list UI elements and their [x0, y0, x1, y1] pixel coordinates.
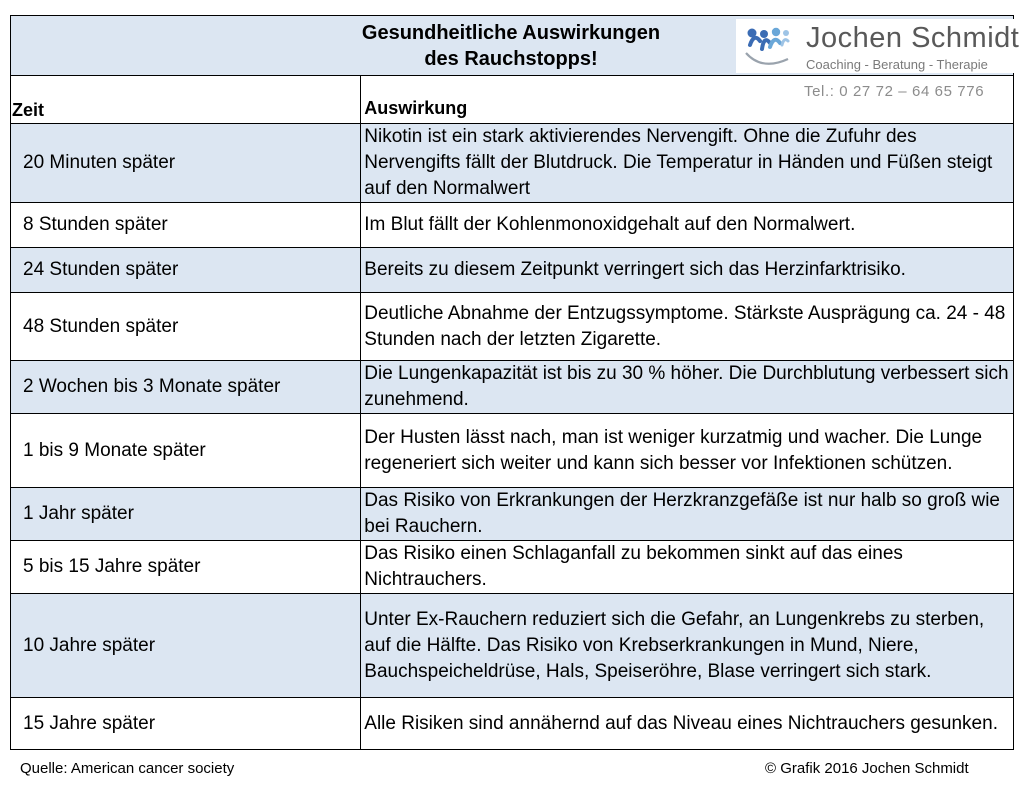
column-header-effect: Auswirkung [361, 76, 1014, 124]
time-cell: 10 Jahre später [11, 594, 361, 698]
table-row [11, 594, 1014, 698]
time-cell: 5 bis 15 Jahre später [11, 541, 361, 594]
effects-table-body [11, 76, 1014, 750]
title-line-2: des Rauchstopps! [424, 48, 598, 70]
time-cell: 2 Wochen bis 3 Monate später [11, 361, 361, 414]
effect-cell: Das Risiko von Erkrankungen der Herzkranzgefäße ist nur halb so groß wie bei Rauchern. [361, 488, 1014, 541]
time-cell: 48 Stunden später [11, 293, 361, 361]
column-header-time: Zeit [11, 76, 361, 124]
effect-cell: Deutliche Abnahme der Entzugssymptome. Stärkste Ausprägung ca. 24 - 48 Stunden nach der letzten Zigarette. [361, 293, 1014, 361]
time-cell: 24 Stunden später [11, 248, 361, 293]
effect-cell: Im Blut fällt der Kohlenmonoxidgehalt auf den Normalwert. [361, 203, 1014, 248]
table-row [11, 698, 1014, 750]
title-line-1: Gesundheitliche Auswirkungen [361, 22, 661, 44]
time-cell: 8 Stunden später [11, 203, 361, 248]
table-row [11, 124, 1014, 203]
logo-tagline: Coaching - Beratung - Therapie [806, 57, 988, 72]
table-row [11, 541, 1014, 594]
time-cell: 15 Jahre später [11, 698, 361, 750]
effect-cell: Nikotin ist ein stark aktivierendes Nervengift. Ohne die Zufuhr des Nervengifts fällt der Blutdruck. Die Temperatur in Händen und Füßen steigt auf den Normalwert [361, 124, 1014, 203]
time-cell: 1 Jahr später [11, 488, 361, 541]
table-row [11, 361, 1014, 414]
effect-cell: Unter Ex-Rauchern reduziert sich die Gefahr, an Lungenkrebs zu sterben, auf die Hälfte. Das Risiko von Krebserkrankungen in Mund, Niere, Bauchspeicheldrüse, Hals, Speiseröhre, Blase verringert sich stark. [361, 594, 1014, 698]
phone-number: Tel.: 0 27 72 – 64 65 776 [804, 83, 985, 100]
page-title [276, 20, 746, 72]
copyright-note: © Grafik 2016 Jochen Schmidt [765, 760, 969, 777]
table-row [11, 203, 1014, 248]
time-cell: 1 bis 9 Monate später [11, 414, 361, 488]
effects-table [10, 75, 1014, 750]
table-row [11, 488, 1014, 541]
people-logo-icon [740, 23, 800, 69]
header-banner [10, 15, 1020, 76]
time-cell: 20 Minuten später [11, 124, 361, 203]
effect-cell: Bereits zu diesem Zeitpunkt verringert sich das Herzinfarktrisiko. [361, 248, 1014, 293]
logo-brand-name: Jochen Schmidt [806, 22, 1020, 54]
table-row [11, 293, 1014, 361]
table-row [11, 248, 1014, 293]
logo [736, 19, 1020, 73]
effect-cell: Die Lungenkapazität ist bis zu 30 % höher. Die Durchblutung verbessert sich zunehmend. [361, 361, 1014, 414]
effect-cell: Alle Risiken sind annähernd auf das Niveau eines Nichtrauchers gesunken. [361, 698, 1014, 750]
effect-cell: Der Husten lässt nach, man ist weniger kurzatmig und wacher. Die Lunge regeneriert sich weiter und kann sich besser vor Infektionen schützen. [361, 414, 1014, 488]
effect-cell: Das Risiko einen Schlaganfall zu bekommen sinkt auf das eines Nichtrauchers. [361, 541, 1014, 594]
table-row [11, 414, 1014, 488]
source-note: Quelle: American cancer society [20, 760, 235, 777]
